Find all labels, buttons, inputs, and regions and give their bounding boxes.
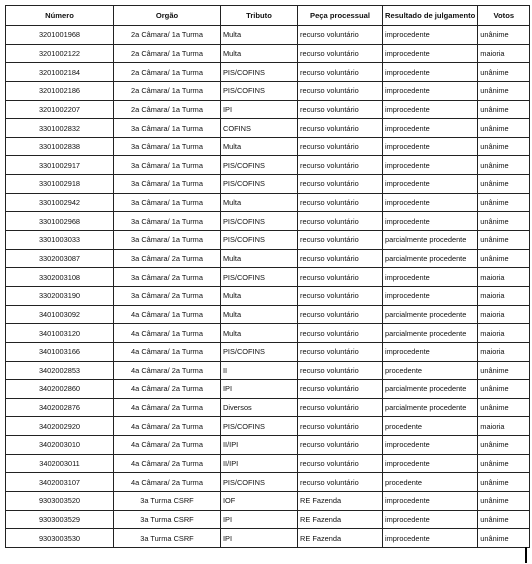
cell-resultado: improcedente (383, 510, 478, 529)
header-orgao: Orgão (114, 6, 221, 26)
cell-numero: 3301002832 (6, 119, 114, 138)
cell-resultado: procedente (383, 417, 478, 436)
cell-numero: 9303003520 (6, 492, 114, 511)
cell-resultado: procedente (383, 361, 478, 380)
cell-peca-processual: recurso voluntário (298, 361, 383, 380)
cell-resultado: procedente (383, 473, 478, 492)
cell-votos: unânime (478, 249, 530, 268)
table-row (6, 380, 530, 399)
cell-numero: 3301002968 (6, 212, 114, 231)
table-row (6, 268, 530, 287)
cell-resultado: improcedente (383, 212, 478, 231)
table-row (6, 156, 530, 175)
cell-peca-processual: recurso voluntário (298, 324, 383, 343)
cell-orgao: 4a Câmara/ 2a Turma (114, 417, 221, 436)
cell-orgao: 4a Câmara/ 1a Turma (114, 342, 221, 361)
cell-peca-processual: recurso voluntário (298, 119, 383, 138)
cell-peca-processual: recurso voluntário (298, 100, 383, 119)
cell-orgao: 3a Câmara/ 1a Turma (114, 119, 221, 138)
cell-orgao: 4a Câmara/ 2a Turma (114, 380, 221, 399)
cell-votos: unânime (478, 175, 530, 194)
cell-numero: 3402003107 (6, 473, 114, 492)
cell-resultado: improcedente (383, 156, 478, 175)
cell-numero: 3201002122 (6, 44, 114, 63)
header-resultado: Resultado de julgamento (383, 6, 478, 26)
table-row (6, 454, 530, 473)
cell-votos: unânime (478, 473, 530, 492)
cell-votos: unânime (478, 212, 530, 231)
cell-votos: unânime (478, 231, 530, 250)
cell-orgao: 4a Câmara/ 2a Turma (114, 361, 221, 380)
cell-numero: 3201001968 (6, 26, 114, 45)
cell-numero: 9303003529 (6, 510, 114, 529)
cell-votos: unânime (478, 436, 530, 455)
cell-orgao: 3a Câmara/ 1a Turma (114, 193, 221, 212)
cell-numero: 3301002838 (6, 137, 114, 156)
table-row (6, 193, 530, 212)
cell-votos: maioria (478, 305, 530, 324)
cell-numero: 3302003108 (6, 268, 114, 287)
table-row (6, 342, 530, 361)
table-row (6, 398, 530, 417)
table-row (6, 26, 530, 45)
cell-numero: 3302003087 (6, 249, 114, 268)
cell-numero: 3301002918 (6, 175, 114, 194)
table-row (6, 510, 530, 529)
cell-tributo: Multa (221, 193, 298, 212)
cell-votos: maioria (478, 417, 530, 436)
cell-tributo: IPI (221, 380, 298, 399)
cell-tributo: PIS/COFINS (221, 175, 298, 194)
cell-peca-processual: recurso voluntário (298, 454, 383, 473)
cell-orgao: 4a Câmara/ 2a Turma (114, 454, 221, 473)
cell-resultado: parcialmente procedente (383, 398, 478, 417)
cell-tributo: PIS/COFINS (221, 212, 298, 231)
cell-tributo: PIS/COFINS (221, 231, 298, 250)
cell-votos: maioria (478, 342, 530, 361)
cell-numero: 3401003166 (6, 342, 114, 361)
cell-resultado: parcialmente procedente (383, 305, 478, 324)
cell-peca-processual: recurso voluntário (298, 44, 383, 63)
cell-tributo: PIS/COFINS (221, 417, 298, 436)
cell-tributo: IPI (221, 100, 298, 119)
cell-numero: 3201002207 (6, 100, 114, 119)
cell-peca-processual: recurso voluntário (298, 342, 383, 361)
table-row (6, 63, 530, 82)
cell-votos: unânime (478, 398, 530, 417)
cell-orgao: 2a Câmara/ 1a Turma (114, 81, 221, 100)
cell-orgao: 3a Câmara/ 2a Turma (114, 286, 221, 305)
cell-orgao: 3a Turma CSRF (114, 492, 221, 511)
cell-numero: 3402002853 (6, 361, 114, 380)
cell-peca-processual: RE Fazenda (298, 529, 383, 548)
table-row (6, 492, 530, 511)
page-edge-mark (525, 547, 527, 563)
table-header-row (6, 6, 530, 26)
cell-orgao: 4a Câmara/ 2a Turma (114, 436, 221, 455)
table-row (6, 100, 530, 119)
cell-resultado: improcedente (383, 81, 478, 100)
cell-orgao: 3a Câmara/ 1a Turma (114, 156, 221, 175)
table-row (6, 361, 530, 380)
cell-tributo: IPI (221, 510, 298, 529)
cell-tributo: Multa (221, 324, 298, 343)
cell-votos: maioria (478, 44, 530, 63)
table-body (6, 26, 530, 548)
cell-numero: 3402003011 (6, 454, 114, 473)
table-row (6, 305, 530, 324)
cell-resultado: improcedente (383, 100, 478, 119)
cell-resultado: improcedente (383, 119, 478, 138)
cell-peca-processual: recurso voluntário (298, 156, 383, 175)
cell-orgao: 2a Câmara/ 1a Turma (114, 100, 221, 119)
cell-tributo: IOF (221, 492, 298, 511)
cell-peca-processual: recurso voluntário (298, 398, 383, 417)
cell-tributo: II/IPI (221, 436, 298, 455)
cell-votos: unânime (478, 156, 530, 175)
cell-tributo: Multa (221, 286, 298, 305)
cell-resultado: parcialmente procedente (383, 324, 478, 343)
cell-votos: unânime (478, 26, 530, 45)
header-tributo: Tributo (221, 6, 298, 26)
cell-votos: unânime (478, 119, 530, 138)
cell-tributo: IPI (221, 529, 298, 548)
cell-peca-processual: recurso voluntário (298, 417, 383, 436)
cell-resultado: improcedente (383, 137, 478, 156)
cell-votos: unânime (478, 100, 530, 119)
cell-resultado: improcedente (383, 342, 478, 361)
cell-resultado: improcedente (383, 63, 478, 82)
table-row (6, 212, 530, 231)
table-row (6, 324, 530, 343)
table-row (6, 286, 530, 305)
cell-peca-processual: recurso voluntário (298, 175, 383, 194)
table-row (6, 81, 530, 100)
header-numero: Número (6, 6, 114, 26)
cell-peca-processual: recurso voluntário (298, 63, 383, 82)
cell-resultado: improcedente (383, 175, 478, 194)
cell-orgao: 3a Câmara/ 1a Turma (114, 175, 221, 194)
table-row (6, 44, 530, 63)
cell-orgao: 2a Câmara/ 1a Turma (114, 44, 221, 63)
table-row (6, 417, 530, 436)
table-row (6, 249, 530, 268)
cell-tributo: Multa (221, 26, 298, 45)
cell-tributo: PIS/COFINS (221, 81, 298, 100)
cell-votos: unânime (478, 454, 530, 473)
cell-votos: maioria (478, 268, 530, 287)
cell-numero: 3402002920 (6, 417, 114, 436)
cell-orgao: 3a Câmara/ 2a Turma (114, 268, 221, 287)
cell-votos: unânime (478, 81, 530, 100)
cell-peca-processual: recurso voluntário (298, 268, 383, 287)
table-row (6, 529, 530, 548)
cell-votos: unânime (478, 492, 530, 511)
cell-peca-processual: recurso voluntário (298, 81, 383, 100)
cell-resultado: improcedente (383, 492, 478, 511)
cell-numero: 3301003033 (6, 231, 114, 250)
table-row (6, 436, 530, 455)
cell-orgao: 2a Câmara/ 1a Turma (114, 63, 221, 82)
cell-orgao: 2a Câmara/ 1a Turma (114, 26, 221, 45)
cell-orgao: 3a Câmara/ 1a Turma (114, 137, 221, 156)
table-row (6, 175, 530, 194)
cell-peca-processual: recurso voluntário (298, 231, 383, 250)
cell-votos: maioria (478, 324, 530, 343)
cell-orgao: 4a Câmara/ 2a Turma (114, 398, 221, 417)
cell-tributo: PIS/COFINS (221, 342, 298, 361)
header-votos: Votos (478, 6, 530, 26)
table-row (6, 473, 530, 492)
cell-tributo: Multa (221, 305, 298, 324)
cell-resultado: parcialmente procedente (383, 231, 478, 250)
cell-votos: unânime (478, 137, 530, 156)
cell-orgao: 4a Câmara/ 1a Turma (114, 324, 221, 343)
cell-resultado: improcedente (383, 44, 478, 63)
cell-peca-processual: recurso voluntário (298, 26, 383, 45)
cell-votos: maioria (478, 286, 530, 305)
cell-numero: 3402002876 (6, 398, 114, 417)
cell-votos: unânime (478, 63, 530, 82)
cell-peca-processual: recurso voluntário (298, 212, 383, 231)
cell-resultado: improcedente (383, 454, 478, 473)
cell-numero: 3301002942 (6, 193, 114, 212)
cell-tributo: PIS/COFINS (221, 473, 298, 492)
cell-resultado: improcedente (383, 268, 478, 287)
cell-votos: unânime (478, 193, 530, 212)
cell-orgao: 4a Câmara/ 2a Turma (114, 473, 221, 492)
cell-tributo: Diversos (221, 398, 298, 417)
cell-tributo: PIS/COFINS (221, 268, 298, 287)
cell-votos: unânime (478, 510, 530, 529)
cell-orgao: 3a Câmara/ 2a Turma (114, 249, 221, 268)
judgments-table (5, 5, 530, 548)
cell-orgao: 3a Câmara/ 1a Turma (114, 212, 221, 231)
cell-peca-processual: recurso voluntário (298, 137, 383, 156)
cell-peca-processual: recurso voluntário (298, 249, 383, 268)
cell-numero: 9303003530 (6, 529, 114, 548)
cell-tributo: COFINS (221, 119, 298, 138)
cell-resultado: improcedente (383, 529, 478, 548)
cell-tributo: PIS/COFINS (221, 156, 298, 175)
cell-orgao: 3a Turma CSRF (114, 529, 221, 548)
cell-orgao: 3a Turma CSRF (114, 510, 221, 529)
cell-resultado: improcedente (383, 286, 478, 305)
cell-tributo: Multa (221, 249, 298, 268)
cell-numero: 3302003190 (6, 286, 114, 305)
cell-resultado: parcialmente procedente (383, 249, 478, 268)
cell-votos: unânime (478, 361, 530, 380)
cell-resultado: parcialmente procedente (383, 380, 478, 399)
cell-numero: 3402003010 (6, 436, 114, 455)
table-row (6, 119, 530, 138)
cell-numero: 3401003120 (6, 324, 114, 343)
cell-tributo: II/IPI (221, 454, 298, 473)
cell-peca-processual: RE Fazenda (298, 492, 383, 511)
cell-numero: 3301002917 (6, 156, 114, 175)
cell-resultado: improcedente (383, 436, 478, 455)
cell-votos: unânime (478, 529, 530, 548)
cell-votos: unânime (478, 380, 530, 399)
cell-tributo: PIS/COFINS (221, 63, 298, 82)
header-peca-processual: Peça processual (298, 6, 383, 26)
cell-orgao: 3a Câmara/ 1a Turma (114, 231, 221, 250)
cell-peca-processual: recurso voluntário (298, 380, 383, 399)
cell-peca-processual: recurso voluntário (298, 436, 383, 455)
cell-peca-processual: recurso voluntário (298, 473, 383, 492)
cell-numero: 3201002186 (6, 81, 114, 100)
cell-numero: 3401003092 (6, 305, 114, 324)
cell-tributo: Multa (221, 44, 298, 63)
cell-numero: 3402002860 (6, 380, 114, 399)
cell-resultado: improcedente (383, 26, 478, 45)
cell-tributo: II (221, 361, 298, 380)
cell-peca-processual: recurso voluntário (298, 286, 383, 305)
cell-orgao: 4a Câmara/ 1a Turma (114, 305, 221, 324)
table-row (6, 231, 530, 250)
cell-peca-processual: recurso voluntário (298, 193, 383, 212)
cell-numero: 3201002184 (6, 63, 114, 82)
cell-peca-processual: RE Fazenda (298, 510, 383, 529)
cell-resultado: improcedente (383, 193, 478, 212)
cell-peca-processual: recurso voluntário (298, 305, 383, 324)
table-row (6, 137, 530, 156)
cell-tributo: Multa (221, 137, 298, 156)
